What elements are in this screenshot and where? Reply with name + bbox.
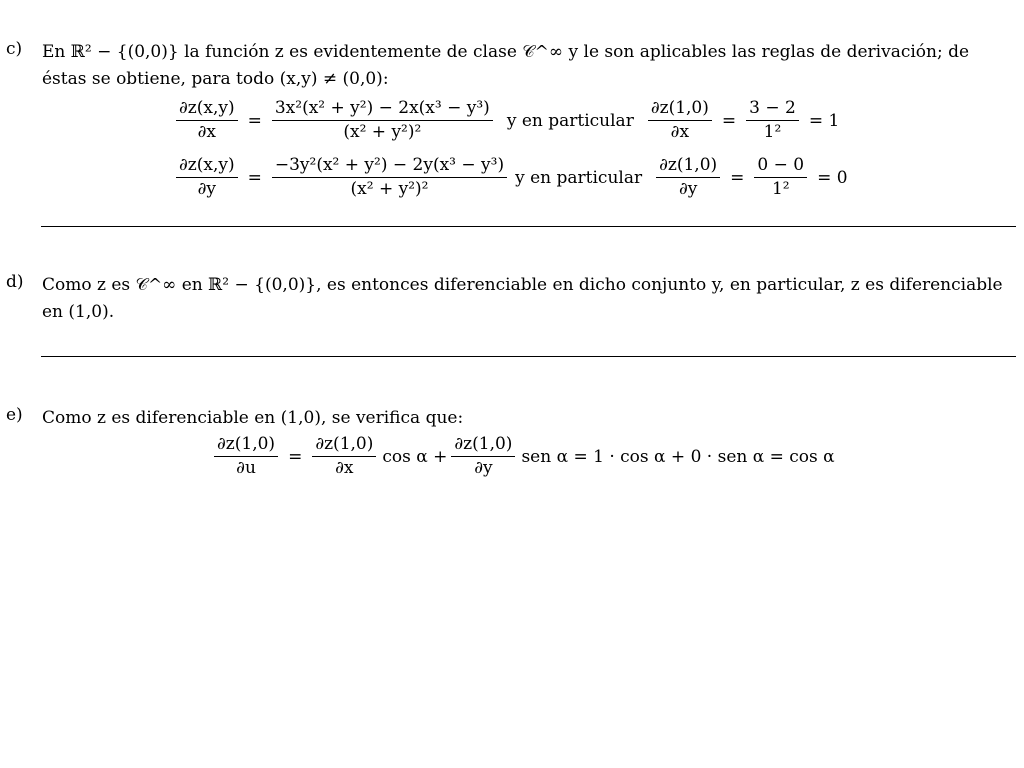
item-c-line1: En ℝ² − {(0,0)} la función z es evidentemente de clase 𝒞^∞ y le son aplicables las reglas de derivación; de (42, 42, 970, 62)
directional-fraction-x: $\frac{\partial z(1,0)}{\partial x}$ (312, 434, 376, 479)
lhs-fraction-x: $\frac{\partial z(x,y)}{\partial x}$ (176, 98, 238, 143)
rhs-fraction-x: $\frac{\text{3x²(x² + y²) − 2x(x³ − y³)}}{\text{(x² + y²)²}}$ (272, 98, 493, 143)
particular-fraction-y: $\frac{\partial z(1,0)}{\partial y}$ (656, 155, 720, 200)
result-expression: sen α = 1 · cos α + 0 · sen α = cos α (521, 446, 835, 467)
item-e-line1: Como z es diferenciable en (1,0), se verifica que: (42, 408, 464, 428)
item-d-text (42, 272, 1017, 326)
item-e-text (42, 405, 1017, 432)
equation-partial-x: $\frac{\partial z(x,y)}{\partial x}$ = $\frac{\text{3x²(x² + y²) − 2x(x³ − y³)}}{\text{(x² + y²)²}}$ y en particular $\frac{\partial z(1,0)}{\partial x}$ = $\frac{3 - 2}{\text{1²}}$ = 1 (172, 98, 845, 143)
value-fraction-y: $\frac{0 - 0}{\text{1²}}$ (754, 155, 807, 200)
item-c-label: c) (6, 39, 23, 59)
directional-fraction-y: $\frac{\partial z(1,0)}{\partial y}$ (451, 434, 515, 479)
item-c-line2: éstas se obtiene, para todo (x,y) ≠ (0,0): (42, 69, 389, 89)
item-d-line1: Como z es 𝒞^∞ en ℝ² − {(0,0)}, es entonces diferenciable en dicho conjunto y, en particular, z es diferenciable (42, 275, 1003, 295)
particular-fraction-x: $\frac{\partial z(1,0)}{\partial x}$ (648, 98, 712, 143)
item-e-label: e) (6, 405, 23, 425)
result-y: = 0 (817, 167, 848, 188)
value-fraction-x: $\frac{3 - 2}{\text{1²}}$ (746, 98, 799, 143)
equation-directional-derivative: $\frac{\partial z(1,0)}{\partial u}$ = $\frac{\partial z(1,0)}{\partial x}$ cos α + $\frac{\partial z(1,0)}{\partial y}$ sen α = 1 · cos α + 0 · sen α = cos α (210, 434, 835, 479)
lhs-fraction-y: $\frac{\partial z(x,y)}{\partial y}$ (176, 155, 238, 200)
rhs-fraction-y: $\frac{\text{−3y²(x² + y²) − 2y(x³ − y³)}}{\text{(x² + y²)²}}$ (272, 155, 507, 200)
divider-d (41, 356, 1016, 357)
in-particular-text: y en particular (515, 167, 643, 188)
in-particular-text: y en particular (506, 110, 634, 131)
directional-fraction-u: $\frac{\partial z(1,0)}{\partial u}$ (214, 434, 278, 479)
item-d-label: d) (6, 272, 24, 292)
cos-term: cos α + (382, 446, 448, 467)
result-x: = 1 (808, 110, 840, 131)
divider-c (41, 226, 1016, 227)
item-c-text (42, 39, 1017, 93)
item-d-line2: en (1,0). (42, 302, 115, 322)
equation-partial-y: $\frac{\partial z(x,y)}{\partial y}$ = $\frac{\text{−3y²(x² + y²) − 2y(x³ − y³)}}{\text{(x² + y²)²}}$ y en particular $\frac{\partial z(1,0)}{\partial y}$ = $\frac{0 - 0}{\text{1²}}$ = 0 (172, 155, 854, 200)
